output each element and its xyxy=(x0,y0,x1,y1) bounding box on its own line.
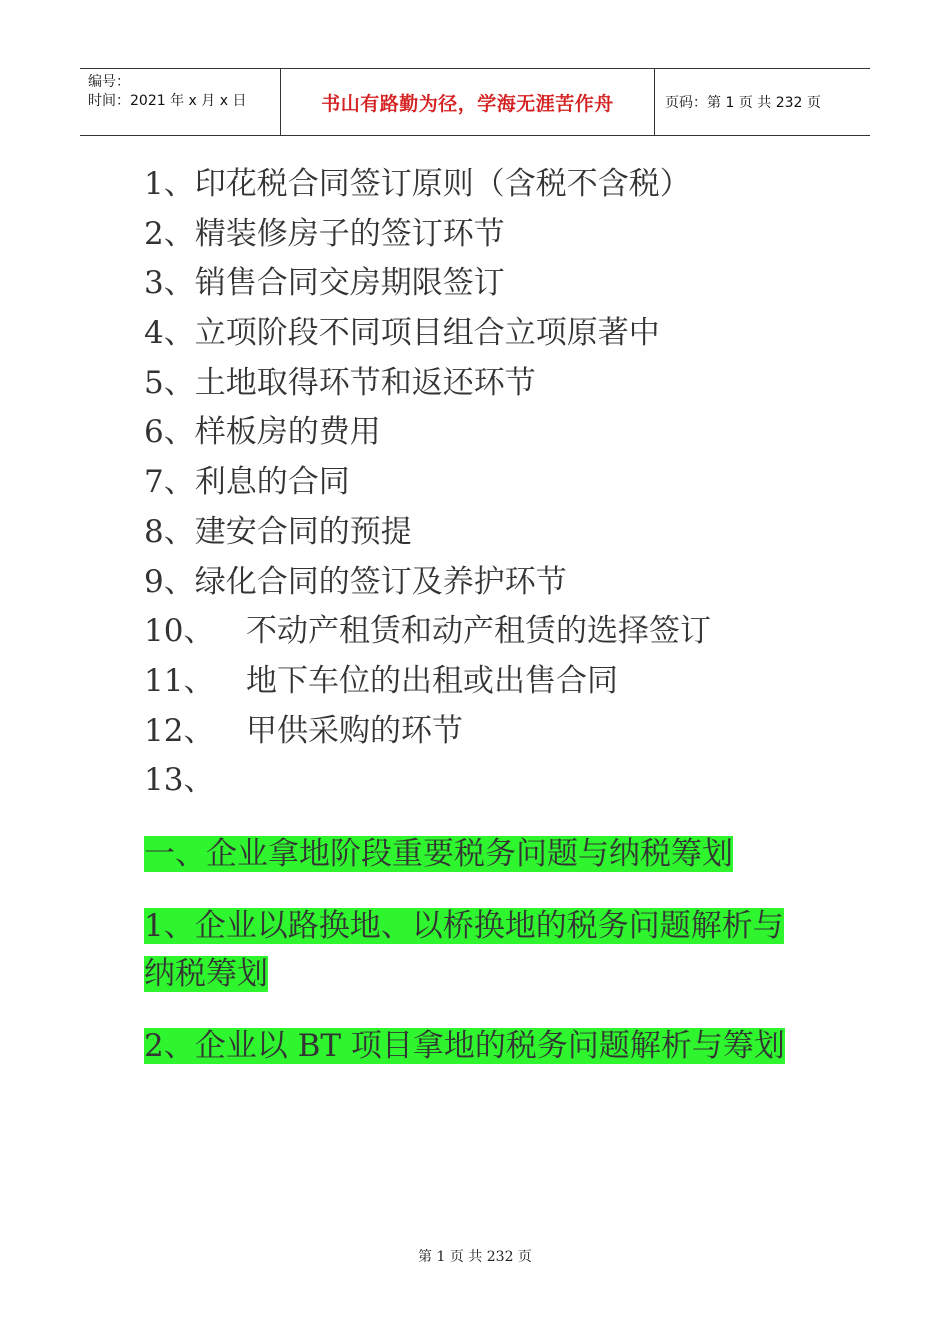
header-page-cell xyxy=(655,69,870,135)
toc-item-text: 利息的合同 xyxy=(194,464,350,501)
toc-item xyxy=(144,309,844,359)
toc-item-number: 4、 xyxy=(144,315,195,352)
time-label: 时间：2021 年 x 月 x 日 xyxy=(88,93,247,109)
toc-item-text: 土地取得环节和返还环节 xyxy=(194,364,536,401)
toc-item-text: 地下车位的出租或出售合同 xyxy=(246,662,618,699)
toc-list xyxy=(144,160,844,806)
toc-item-number: 12、 xyxy=(144,712,215,749)
header-meta-cell xyxy=(80,69,281,135)
toc-item-number: 5、 xyxy=(144,364,195,401)
header-motto-cell xyxy=(281,69,655,135)
toc-item-text: 印花税合同签订原则（含税不含税） xyxy=(194,166,691,202)
section-heading-text: 1、企业以路换地、以桥换地的税务问题解析与纳税筹划 xyxy=(144,908,784,992)
toc-item xyxy=(144,558,844,608)
toc-item xyxy=(144,359,844,409)
toc-item-number: 2、 xyxy=(144,215,195,252)
toc-item xyxy=(144,607,844,657)
toc-item xyxy=(144,458,844,508)
document-header xyxy=(80,68,870,136)
highlighted-sections xyxy=(144,830,804,1094)
section-heading-text: 一、企业拿地阶段重要税务问题与纳税筹划 xyxy=(144,836,733,872)
toc-item-text: 不动产租赁和动产租赁的选择签订 xyxy=(246,613,711,650)
toc-item xyxy=(144,508,844,558)
page-footer: 第 1 页 共 232 页 xyxy=(418,1249,532,1265)
toc-item-number: 10、 xyxy=(144,613,215,650)
toc-item-number: 13、 xyxy=(144,762,215,799)
toc-item xyxy=(144,160,844,210)
number-label: 编号： xyxy=(88,74,130,90)
toc-item-number: 11、 xyxy=(144,662,215,699)
section-heading xyxy=(144,830,804,878)
toc-item xyxy=(144,408,844,458)
toc-item-number: 7、 xyxy=(144,464,195,501)
toc-item-text: 甲供采购的环节 xyxy=(246,712,463,749)
toc-item xyxy=(144,210,844,260)
toc-item-text: 样板房的费用 xyxy=(194,414,381,451)
section-heading xyxy=(144,902,804,998)
toc-item-text: 绿化合同的签订及养护环节 xyxy=(194,563,567,600)
section-heading xyxy=(144,1022,804,1070)
toc-item-number: 1、 xyxy=(144,166,195,202)
motto-text: 书山有路勤为径，学海无涯苦作舟 xyxy=(321,92,614,115)
toc-item-text: 立项阶段不同项目组合立项原著中 xyxy=(194,315,660,352)
toc-item xyxy=(144,756,844,806)
header-page-info: 页码：第 1 页 共 232 页 xyxy=(665,95,821,111)
toc-item xyxy=(144,259,844,309)
toc-item xyxy=(144,707,844,757)
section-heading-text: 2、企业以 BT 项目拿地的税务问题解析与筹划 xyxy=(144,1028,785,1064)
toc-item-text: 销售合同交房期限签订 xyxy=(194,265,505,302)
toc-item-text: 精装修房子的签订环节 xyxy=(194,215,505,252)
toc-item-text: 建安合同的预提 xyxy=(194,513,412,550)
toc-item-number: 9、 xyxy=(144,563,195,600)
toc-item-number: 6、 xyxy=(144,414,195,451)
toc-item-number: 8、 xyxy=(144,513,195,550)
toc-item-number: 3、 xyxy=(144,265,195,302)
toc-item xyxy=(144,657,844,707)
